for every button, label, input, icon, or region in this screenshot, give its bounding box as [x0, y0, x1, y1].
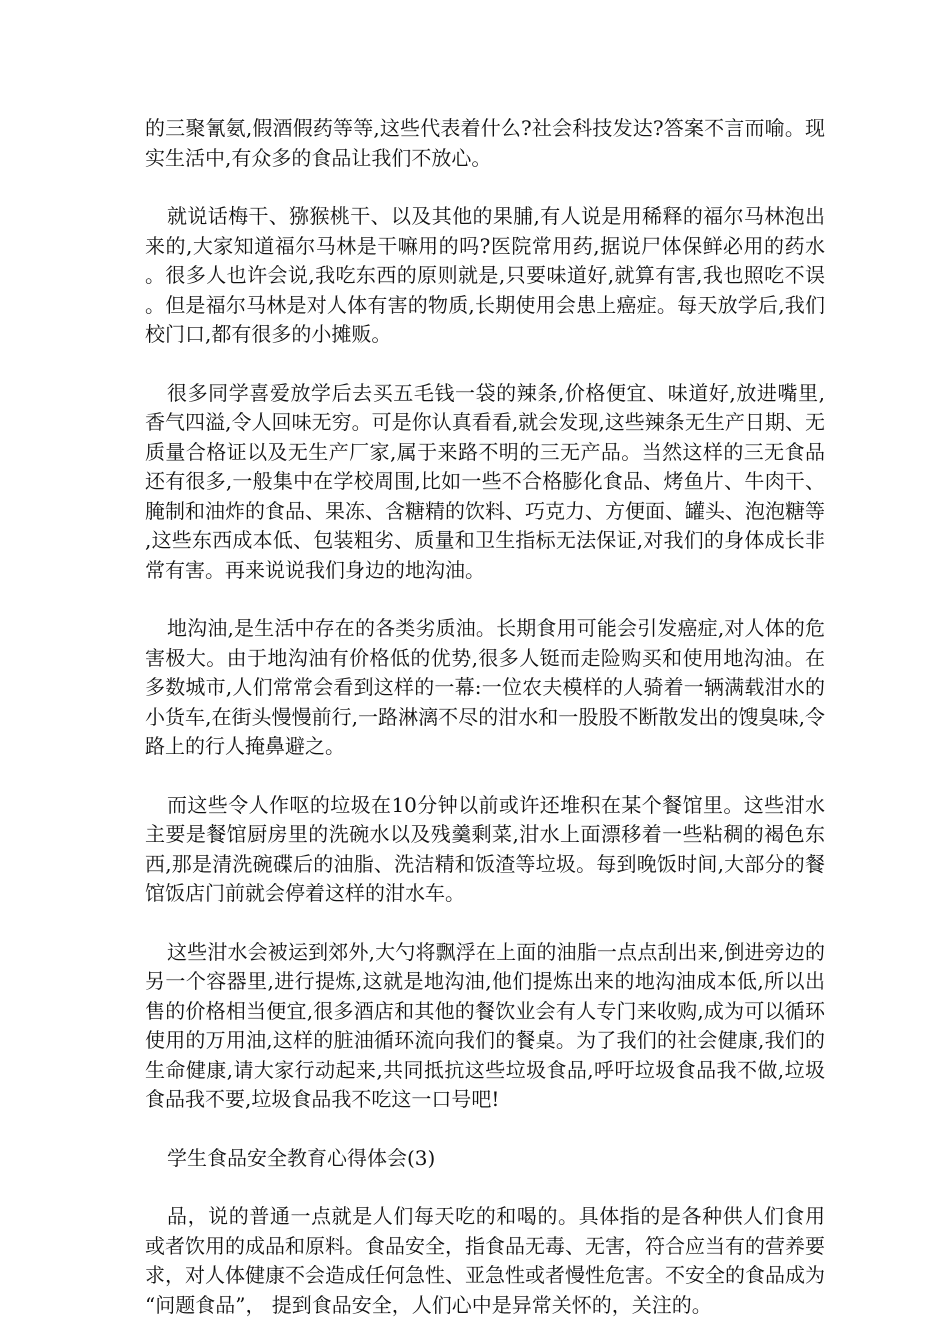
- paragraph-5: 而这些令人作呕的垃圾在10分钟以前或许还堆积在某个餐馆里。这些泔水主要是餐馆厨房里的洗碗水以及残羹剩菜,泔水上面漂移着一些粘稠的褐色东西,那是清洗碗碟后的油脂、洗洁精和饭渣等垃圾。每到晚饭时间,大部分的餐馆饭店门前就会停着这样的泔水车。: [145, 792, 825, 905]
- section-heading: 学生食品安全教育心得体会(3): [167, 1145, 436, 1170]
- paragraph-3: 很多同学喜爱放学后去买五毛钱一袋的辣条,价格便宜、味道好,放进嘴里,香气四溢,令人回味无穷。可是你认真看看,就会发现,这些辣条无生产日期、无质量合格证以及无生产厂家,属于来路不明的三无产品。当然这样的三无食品还有很多,一般集中在学校周围,比如一些不合格膨化食品、烤鱼片、牛肉干、腌制和油炸的食品、果冻、含糖精的饮料、巧克力、方便面、罐头、泡泡糖等,这些东西成本低、包装粗劣、质量和卫生指标无法保证,对我们的身体成长非常有害。再来说说我们身边的地沟油。: [145, 380, 825, 582]
- paragraph-2: 就说话梅干、猕猴桃干、以及其他的果脯,有人说是用稀释的福尔马林泡出来的,大家知道福尔马林是干嘛用的吗?医院常用药,据说尸体保鲜必用的药水。很多人也许会说,我吃东西的原则就是,只要味道好,就算有害,我也照吃不误。但是福尔马林是对人体有害的物质,长期使用会患上癌症。每天放学后,我们校门口,都有很多的小摊贩。: [145, 204, 825, 346]
- paragraph-7: 品，说的普通一点就是人们每天吃的和喝的。具体指的是各种供人们食用或者饮用的成品和原料。食品安全，指食品无毒、无害，符合应当有的营养要求，对人体健康不会造成任何急性、亚急性或者慢性危害。不安全的食品成为“问题食品”， 提到食品安全，人们心中是异常关怀的，关注的。: [145, 1204, 825, 1317]
- paragraph-6: 这些泔水会被运到郊外,大勺将飘浮在上面的油脂一点点刮出来,倒进旁边的另一个容器里,进行提炼,这就是地沟油,他们提炼出来的地沟油成本低,所以出售的价格相当便宜,很多酒店和其他的餐饮业会有人专门来收购,成为可以循环使用的万用油,这样的脏油循环流向我们的餐桌。为了我们的社会健康,我们的生命健康,请大家行动起来,共同抵抗这些垃圾食品,呼吁垃圾食品我不做,垃圾食品我不要,垃圾食品我不吃这一口号吧!: [145, 939, 825, 1111]
- paragraph-1: 的三聚氰氨,假酒假药等等,这些代表着什么?社会科技发达?答案不言而喻。现实生活中,有众多的食品让我们不放心。: [145, 116, 825, 170]
- document-body: [145, 114, 825, 1320]
- paragraph-4: 地沟油,是生活中存在的各类劣质油。长期食用可能会引发癌症,对人体的危害极大。由于地沟油有价格低的优势,很多人铤而走险购买和使用地沟油。在多数城市,人们常常会看到这样的一幕:一位农夫模样的人骑着一辆满载泔水的小货车,在街头慢慢前行,一路淋漓不尽的泔水和一股股不断散发出的馊臭味,令路上的行人掩鼻避之。: [145, 616, 825, 758]
